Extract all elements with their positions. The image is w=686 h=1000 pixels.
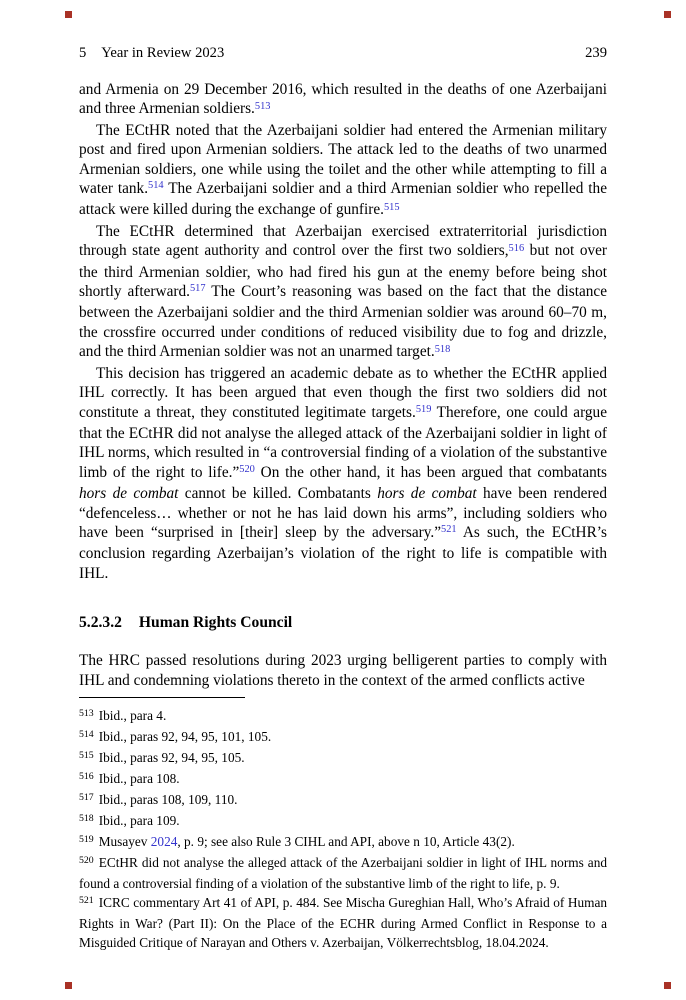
footnote-ref[interactable]: 521 bbox=[441, 524, 457, 536]
footnote-number: 517 bbox=[79, 792, 94, 803]
chapter-number: 5 bbox=[79, 45, 87, 61]
footnote-ref[interactable]: 515 bbox=[383, 201, 400, 213]
footnote-number: 514 bbox=[79, 729, 94, 740]
footnote-ref[interactable]: 513 bbox=[254, 100, 271, 112]
footnote-number: 518 bbox=[79, 813, 94, 824]
corner-marker-bottom-left bbox=[65, 982, 72, 989]
footnote-item: $^{518}$ Ibid., para 109. bbox=[79, 813, 180, 828]
running-title: Year in Review 2023 bbox=[101, 45, 225, 61]
body-paragraphs bbox=[79, 80, 607, 583]
corner-marker-top-right bbox=[664, 11, 671, 18]
footnote-item: $^{517}$ Ibid., paras 108, 109, 110. bbox=[79, 792, 238, 807]
section-title: Human Rights Council bbox=[138, 614, 293, 632]
italic-term: hors de combat bbox=[79, 485, 179, 503]
footnote-ref[interactable]: 519 bbox=[415, 403, 432, 415]
footnote-ref[interactable]: 514 bbox=[148, 180, 164, 192]
footnote-item: $^{513}$ Ibid., para 4. bbox=[79, 708, 167, 723]
running-header bbox=[79, 44, 607, 63]
body-paragraph: This decision has triggered an academic debate as to whether the ECtHR applied IHL correctly. It has been argued that even though the first two soldiers did not constitute a threat, they constituted legitimate targets.$^{519}$ Therefore, one could argue that the ECtHR did not analyse the alleged attack of the Azerbaijani soldier in light of IHL norms, which resulted in “a controversial finding of a violation of the substantive limb of the right to life.”$^{520}$ On the other hand, it has been argued that combatants hors de combat cannot be killed. Combatants hors de combat have been rendered “defenceless… whether or not he has laid down his arms”, including soldiers who have been “surprised in [their] sleep by the adversary.”$^{521}$ As such, the ECtHR’s conclusion regarding Azerbaijan’s violation of the right to life is compatible with IHL. bbox=[79, 364, 607, 582]
page-number: 239 bbox=[585, 45, 607, 61]
footnote-item: $^{515}$ Ibid., paras 92, 94, 95, 105. bbox=[79, 750, 245, 765]
citation-link[interactable]: 2024 bbox=[150, 834, 178, 849]
footnote-block bbox=[79, 697, 607, 952]
main-text-column bbox=[79, 80, 607, 690]
section-number: 5.2.3.2 bbox=[79, 614, 122, 632]
section-heading bbox=[79, 613, 607, 633]
footnote-number: 515 bbox=[79, 750, 94, 761]
corner-marker-top-left bbox=[65, 11, 72, 18]
body-paragraph: and Armenia on 29 December 2016, which resulted in the deaths of one Azerbaijani and three Armenian soldiers.$^{513}$ bbox=[79, 81, 607, 118]
footnote-list bbox=[79, 706, 607, 952]
footnote-ref[interactable]: 518 bbox=[434, 343, 451, 355]
section-paragraphs bbox=[79, 651, 607, 690]
footnote-ref[interactable]: 520 bbox=[239, 464, 255, 476]
footnote-item: $^{516}$ Ibid., para 108. bbox=[79, 771, 180, 786]
footnote-item: $^{520}$ ECtHR did not analyse the alleged attack of the Azerbaijani soldier in light of IHL norms and found a controversial finding of a violation of the substantive limb of the right to life, p. 9. bbox=[79, 855, 607, 891]
footnote-number: 516 bbox=[79, 771, 94, 782]
footnote-number: 513 bbox=[79, 708, 94, 719]
footnote-number: 520 bbox=[79, 855, 94, 866]
footnote-ref[interactable]: 516 bbox=[508, 242, 525, 254]
footnote-number: 519 bbox=[79, 834, 94, 845]
corner-marker-bottom-right bbox=[664, 982, 671, 989]
footnote-item: $^{519}$ Musayev 2024, p. 9; see also Rule 3 CIHL and API, above n 10, Article 43(2). bbox=[79, 834, 515, 849]
italic-term: hors de combat bbox=[377, 485, 477, 503]
footnote-ref[interactable]: 517 bbox=[189, 283, 206, 295]
footnote-item: $^{514}$ Ibid., paras 92, 94, 95, 101, 105. bbox=[79, 729, 272, 744]
body-paragraph: The ECtHR determined that Azerbaijan exercised extraterritorial jurisdiction through state agent authority and control over the first two soldiers,$^{516}$ but not over the third Armenian soldier, who had fired his gun at the enemy before being shot shortly afterward.$^{517}$ The Court’s reasoning was based on the fact that the distance between the Azerbaijani soldier and the third Armenian soldier was around 60–70 m, the crossfire occurred under conditions of reduced visibility due to fog and drizzle, and the third Armenian soldier was not an unarmed target.$^{518}$ bbox=[79, 222, 608, 361]
footnote-number: 521 bbox=[79, 895, 94, 906]
footnote-separator bbox=[79, 697, 245, 698]
body-paragraph: The HRC passed resolutions during 2023 urging belligerent parties to comply with IHL and condemning violations thereto in the context of the armed conflicts active bbox=[79, 652, 607, 689]
body-paragraph: The ECtHR noted that the Azerbaijani soldier had entered the Armenian military post and fired upon Armenian soldiers. The attack led to the deaths of two unarmed Armenian soldiers, one while using the toilet and the other while attempting to fill a water tank.$^{514}$ The Azerbaijani soldier and a third Armenian soldier who repelled the attack were killed during the exchange of gunfire.$^{515}$ bbox=[79, 121, 607, 219]
footnote-item: $^{521}$ ICRC commentary Art 41 of API, p. 484. See Mischa Gureghian Hall, Who’s Afraid of Human Rights in War? (Part II): On the Place of the ECHR during Armed Conflict in Response to a Misguided Critique of Narayan and Others v. Azerbaijan, Völkerrechtsblog, 18.04.2024. bbox=[79, 895, 607, 950]
